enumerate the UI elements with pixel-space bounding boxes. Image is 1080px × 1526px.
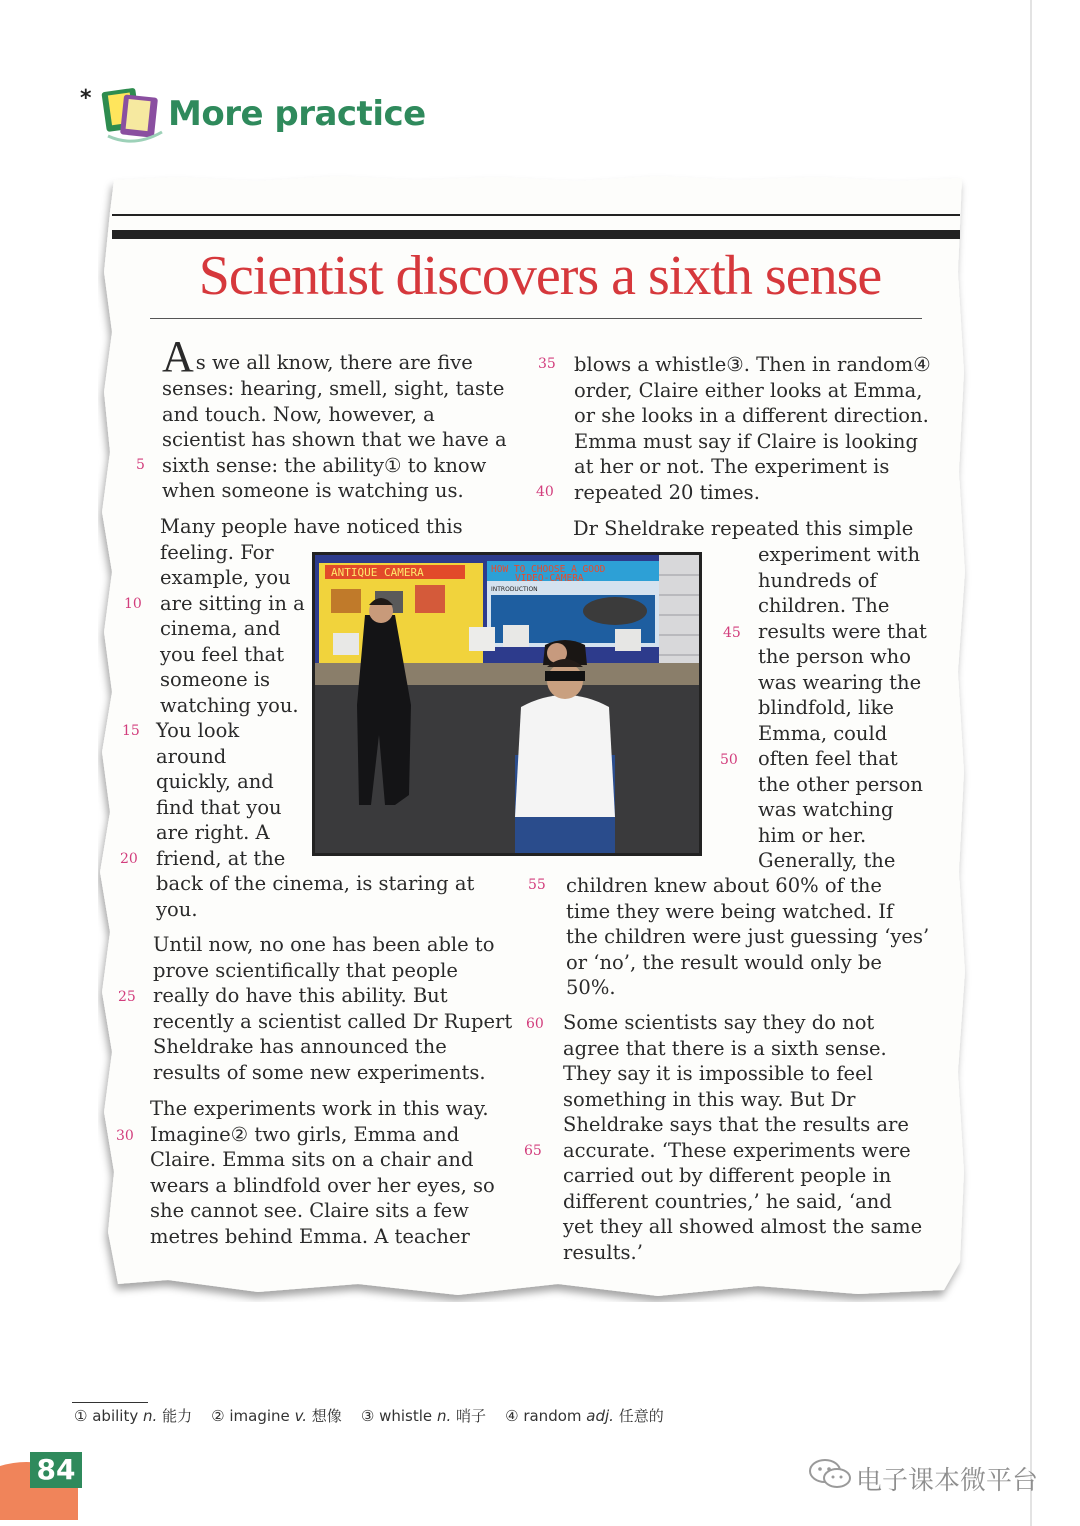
text-line: blows a whistle③. Then in random④ bbox=[574, 353, 931, 376]
text-line: results were that bbox=[758, 619, 927, 643]
text-line: time they were being watched. If bbox=[566, 899, 894, 923]
text-line: and touch. Now, however, a bbox=[162, 402, 435, 426]
star-marker: * bbox=[80, 86, 92, 111]
books-icon bbox=[100, 84, 166, 144]
line-number: 25 bbox=[118, 989, 136, 1005]
line-number: 15 bbox=[122, 723, 140, 739]
text-line: s we all know, there are five bbox=[195, 351, 473, 374]
text-line: Some scientists say they do not bbox=[563, 1011, 875, 1034]
text-line: feeling. For bbox=[160, 540, 274, 564]
footnote-rule bbox=[72, 1402, 148, 1403]
text-line: something in this way. But Dr bbox=[563, 1087, 856, 1111]
text-line: results of some new experiments. bbox=[153, 1060, 486, 1084]
text-line: when someone is watching us. bbox=[162, 479, 464, 502]
text-line: Emma, could bbox=[758, 721, 888, 745]
text-line: repeated 20 times. bbox=[574, 480, 760, 504]
drop-cap: A bbox=[162, 332, 194, 381]
thick-rule bbox=[112, 230, 960, 239]
line-number: 55 bbox=[528, 877, 546, 893]
col2-paragraph-2-lead bbox=[573, 516, 933, 542]
text-line: accurate. ‘These experiments were bbox=[563, 1138, 911, 1162]
text-line: hundreds of bbox=[758, 568, 877, 592]
text-line: you. bbox=[156, 897, 198, 921]
text-line: results.’ bbox=[563, 1240, 643, 1264]
line-number: 20 bbox=[120, 851, 138, 867]
text-line: agree that there is a sixth sense. bbox=[563, 1036, 887, 1060]
text-line: friend, at the bbox=[156, 846, 286, 870]
text-line: blindfold, like bbox=[758, 696, 894, 719]
line-number: 65 bbox=[524, 1143, 542, 1159]
line-number: 30 bbox=[116, 1128, 134, 1144]
text-line: children. The bbox=[758, 594, 890, 617]
line-number: 45 bbox=[723, 625, 741, 641]
section-title: More practice bbox=[168, 94, 426, 134]
text-line: Imagine② two girls, Emma and bbox=[150, 1122, 460, 1146]
text-line: you feel that bbox=[160, 642, 285, 666]
top-rule bbox=[112, 214, 960, 216]
col1-paragraph-1 bbox=[162, 332, 522, 504]
text-line: You look bbox=[156, 719, 240, 742]
footnote: ② imagine v. 想像 bbox=[211, 1407, 342, 1425]
text-line: They say it is impossible to feel bbox=[563, 1062, 873, 1085]
text-line: Dr Sheldrake repeated this simple bbox=[573, 517, 914, 540]
text-line: The experiments work in this way. bbox=[150, 1097, 489, 1120]
wechat-icon bbox=[808, 1458, 852, 1490]
text-line: cinema, and bbox=[160, 617, 281, 640]
text-line: Until now, no one has been able to bbox=[153, 933, 495, 956]
col2-paragraph-2-tail bbox=[566, 873, 946, 1001]
text-line: prove scientifically that people bbox=[153, 958, 458, 982]
footnotes bbox=[74, 1405, 664, 1426]
col1-paragraph-3 bbox=[153, 932, 523, 1085]
line-number: 35 bbox=[538, 356, 556, 372]
text-line: really do have this ability. But bbox=[153, 984, 448, 1007]
text-line: are right. A bbox=[156, 821, 270, 844]
text-line: watching you. bbox=[160, 693, 299, 717]
text-line: sixth sense: the ability① to know bbox=[162, 453, 487, 477]
col1-paragraph-4 bbox=[150, 1096, 520, 1249]
text-line: the other person bbox=[758, 772, 923, 796]
text-line: quickly, and bbox=[156, 770, 274, 793]
watermark-text: 电子课本微平台 bbox=[856, 1466, 1039, 1496]
headline-rule bbox=[150, 318, 922, 319]
text-line: yet they all showed almost the same bbox=[563, 1215, 923, 1238]
text-line: or she looks in a different direction. bbox=[574, 404, 929, 427]
text-line: someone is bbox=[160, 668, 271, 691]
text-line: scientist has shown that we have a bbox=[162, 428, 507, 451]
text-line: carried out by different people in bbox=[563, 1164, 892, 1187]
footnote: ③ whistle n. 哨子 bbox=[360, 1407, 487, 1425]
line-number: 60 bbox=[526, 1016, 544, 1032]
text-line: example, you bbox=[160, 566, 291, 589]
text-line: children knew about 60% of the bbox=[566, 874, 882, 897]
line-number: 40 bbox=[536, 484, 554, 500]
text-line: Sheldrake has announced the bbox=[153, 1035, 447, 1058]
text-line: him or her. bbox=[758, 823, 867, 847]
col2-paragraph-1 bbox=[574, 352, 954, 505]
text-line: back of the cinema, is staring at bbox=[156, 872, 475, 895]
classroom-photo bbox=[312, 552, 702, 856]
text-line: recently a scientist called Dr Rupert bbox=[153, 1009, 513, 1033]
line-number: 10 bbox=[124, 596, 142, 612]
text-line: Emma must say if Claire is looking bbox=[574, 429, 918, 453]
text-line: around bbox=[156, 744, 227, 768]
text-line: Sheldrake says that the results are bbox=[563, 1113, 909, 1136]
text-line: find that you bbox=[156, 795, 282, 819]
text-line: she cannot see. Claire sits a few bbox=[150, 1199, 469, 1222]
text-line: metres behind Emma. A teacher bbox=[150, 1224, 470, 1248]
text-line: experiment with bbox=[758, 543, 921, 566]
poster-text: VIDEO-CAMERA bbox=[515, 573, 584, 584]
text-line: the children were just guessing ‘yes’ bbox=[566, 925, 930, 948]
text-line: at her or not. The experiment is bbox=[574, 455, 890, 478]
text-line: 50%. bbox=[566, 976, 616, 999]
text-line: was wearing the bbox=[758, 670, 922, 694]
footnote: ④ random adj. 任意的 bbox=[505, 1407, 664, 1425]
text-line: wears a blindfold over her eyes, so bbox=[150, 1173, 495, 1197]
col2-paragraph-3 bbox=[563, 1010, 943, 1265]
line-number: 50 bbox=[720, 752, 738, 768]
line-number: 5 bbox=[136, 457, 145, 473]
text-line: Generally, the bbox=[758, 849, 896, 872]
text-line: the person who bbox=[758, 645, 911, 668]
page-number: 84 bbox=[30, 1452, 82, 1488]
poster-text: INTRODUCTION bbox=[491, 586, 538, 593]
page-edge bbox=[1030, 0, 1032, 1526]
article-headline: Scientist discovers a sixth sense bbox=[198, 245, 882, 307]
text-line: order, Claire either looks at Emma, bbox=[574, 378, 923, 402]
text-line: often feel that bbox=[758, 747, 898, 770]
text-line: are sitting in a bbox=[160, 591, 305, 615]
text-line: Many people have noticed this bbox=[160, 515, 463, 538]
poster-text: HOW TO CHOOSE A GOOD bbox=[491, 564, 606, 575]
text-line: or ‘no’, the result would only be bbox=[566, 950, 882, 974]
text-line: senses: hearing, smell, sight, taste bbox=[162, 377, 505, 400]
footnote: ① ability n. 能力 bbox=[74, 1407, 193, 1425]
poster-text: ANTIQUE CAMERA bbox=[331, 566, 424, 579]
text-line: was watching bbox=[758, 798, 894, 821]
text-line: different countries,’ he said, ‘and bbox=[563, 1189, 892, 1213]
col2-paragraph-2-wrap bbox=[758, 542, 958, 874]
text-line: Claire. Emma sits on a chair and bbox=[150, 1148, 474, 1171]
